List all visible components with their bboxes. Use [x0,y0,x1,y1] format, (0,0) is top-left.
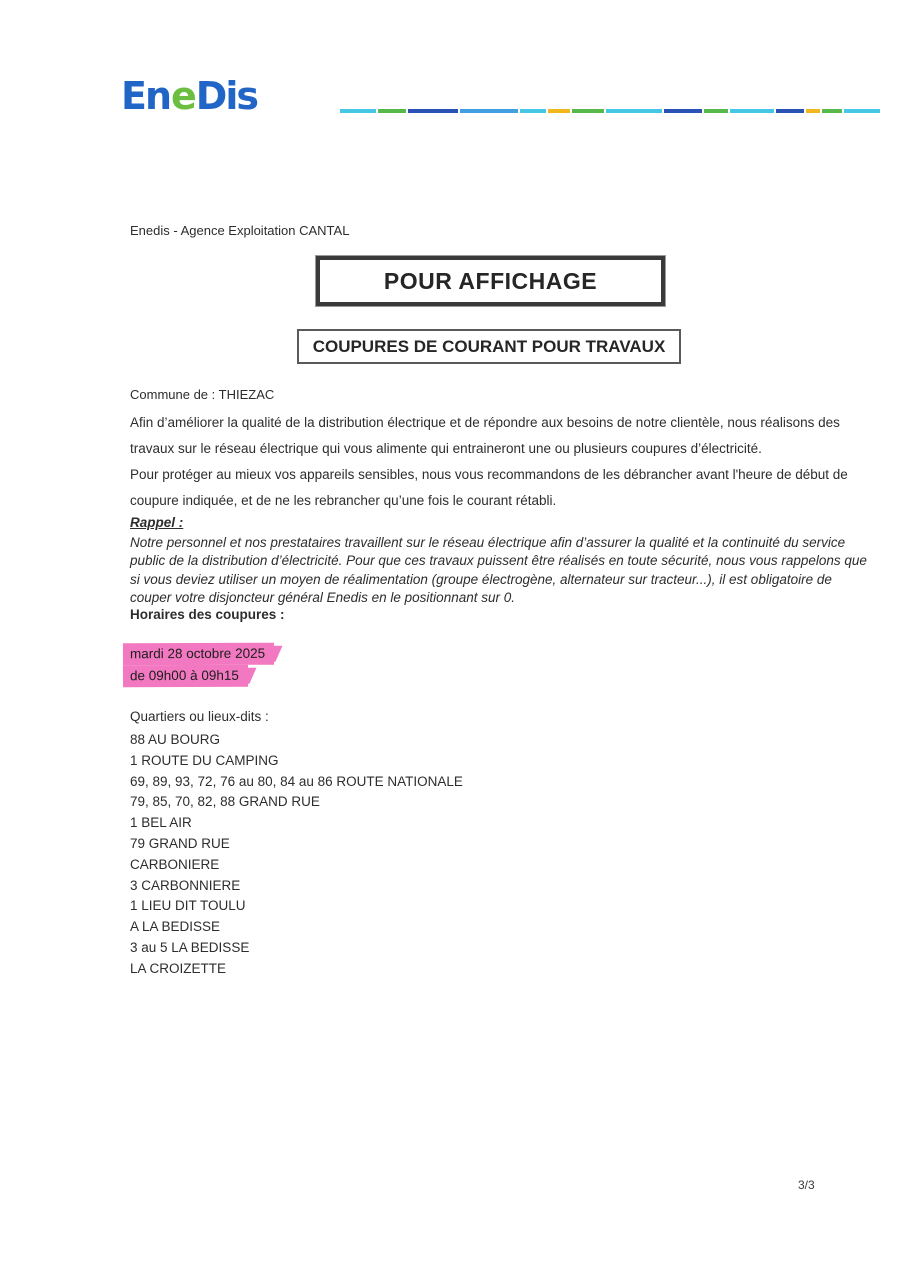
quartier-item: 88 AU BOURG [130,732,221,747]
logo-text-blue-left: En [121,74,171,118]
highlighted-time: de 09h00 à 09h15 [123,665,248,687]
rappel-text: Notre personnel et nos prestataires travaillent sur le réseau électrique afin d’assurer la qualité et la continuité du service public de la distribution d’électricité. Pour que ces travaux puissent être réalisés en toute sécurité, nous vous rappelons que si vous deviez utiliser un moyen de réalimentation (groupe électrogène, alternateur sur tracteur...), il est obligatoire de couper votre disjoncteur général Enedis en le positionnant sur 0. [130,534,867,605]
quartier-item: LA CROIZETTE [130,960,227,976]
quartier-item: 79 GRAND RUE [130,835,230,851]
separator-segment [572,109,604,113]
banner-title: POUR AFFICHAGE [383,267,598,294]
separator-segment [606,109,662,113]
logo-text-blue-right: Dis [195,74,257,118]
enedis-logo [121,76,257,116]
subtitle-text: COUPURES DE COURANT POUR TRAVAUX [312,336,666,356]
separator-segment [378,109,406,113]
quartier-item: 1 ROUTE DU CAMPING [130,752,279,768]
separator-segment [730,109,774,113]
quartier-item: 69, 89, 93, 72, 76 au 80, 84 au 86 ROUTE NATIONALE [130,773,463,789]
quartier-item: CARBONIERE [130,856,220,872]
quartiers-label: Quartiers ou lieux-dits : [130,709,269,724]
quartier-item: 79, 85, 70, 82, 88 GRAND RUE [130,794,320,810]
separator-segment [460,109,518,113]
page-number: 3/3 [798,1178,815,1192]
quartier-item: 1 BEL AIR [130,815,192,831]
rappel-section [130,514,874,608]
separator-segment [408,109,458,113]
separator-segment [844,109,880,113]
schedule-block [123,643,274,687]
quartier-item: 3 CARBONNIERE [130,877,241,893]
separator-segment [520,109,546,113]
quartier-item: 3 au 5 LA BEDISSE [130,939,250,955]
agency-line: Enedis - Agence Exploitation CANTAL [130,223,350,238]
paragraph-intro: Afin d’améliorer la qualité de la distribution électrique et de répondre aux besoins de notre clientèle, nous réalisons des travaux sur le réseau électrique qui vous alimente qui entraineront une ou plusieurs coupures d’électricité. [130,415,840,456]
rappel-label: Rappel : [130,515,184,530]
brand-separator-line [340,109,881,113]
horaires-label: Horaires des coupures : [130,607,285,622]
commune-line: Commune de : THIEZAC [130,387,275,402]
separator-segment [806,109,820,113]
paragraph-advice: Pour protéger au mieux vos appareils sensibles, nous vous recommandons de les débrancher avant l'heure de début de coupure indiquée, et de ne les rebrancher qu’une fois le courant rétabli. [130,467,848,508]
quartier-item: 1 LIEU DIT TOULU [130,898,246,914]
separator-segment [822,109,842,113]
separator-segment [548,109,570,113]
logo-text-green-e: e [171,74,195,118]
separator-segment [664,109,702,113]
banner-pour-affichage [316,256,665,306]
separator-segment [340,109,376,113]
separator-segment [704,109,728,113]
quartier-item: A LA BEDISSE [130,919,221,935]
quartiers-list [130,730,463,980]
highlighted-date: mardi 28 octobre 2025 [123,643,274,666]
separator-segment [776,109,804,113]
banner-coupures [297,329,681,364]
